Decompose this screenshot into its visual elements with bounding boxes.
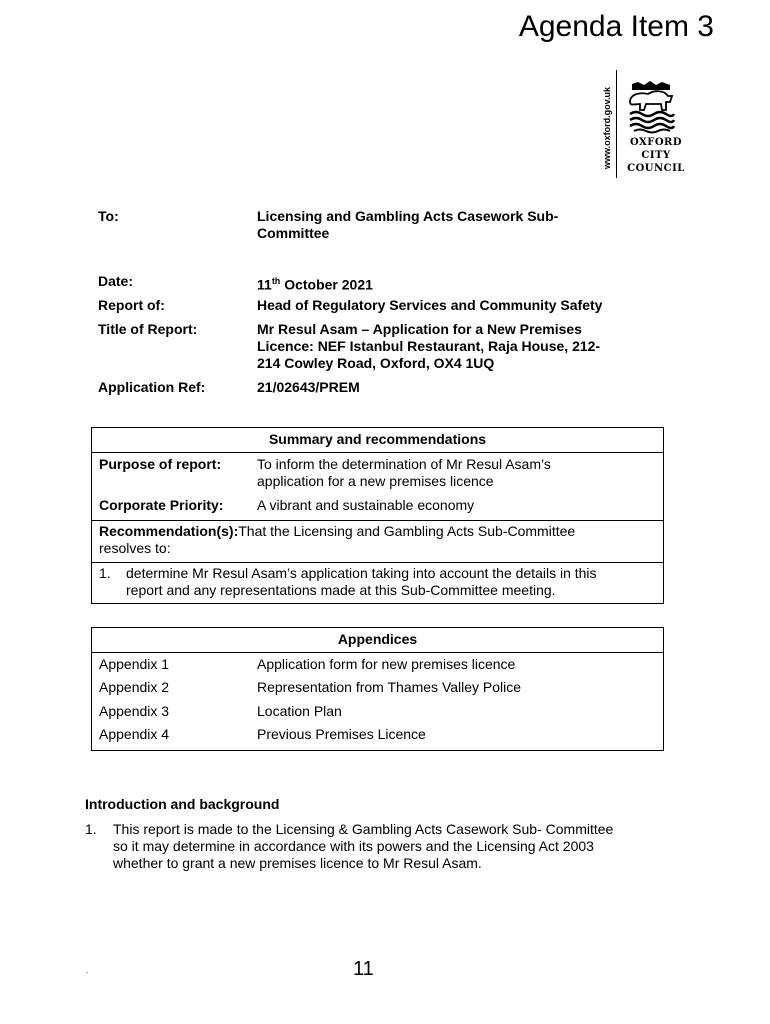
to-value-line2: Committee: [257, 225, 330, 241]
section-heading: Introduction and background: [85, 796, 280, 812]
report-of-value: Head of Regulatory Services and Community Safety: [257, 297, 603, 313]
to-label: To:: [98, 208, 119, 224]
app-ref-label: Application Ref:: [98, 379, 206, 395]
purpose-line2: application for a new premises licence: [257, 473, 494, 489]
to-value: [257, 208, 657, 242]
council-name: [624, 136, 688, 175]
logo-url: www.oxford.gov.uk: [602, 87, 612, 170]
title-line3: 214 Cowley Road, Oxford, OX4 1UQ: [257, 355, 495, 371]
date-value: [257, 273, 657, 294]
appendix-row: [92, 653, 663, 677]
item-line2: report and any representations made at this Sub-Committee meeting.: [126, 582, 556, 598]
report-of-label: Report of:: [98, 297, 165, 313]
recommendation-text-block: [99, 523, 654, 557]
purpose-row: [92, 453, 663, 495]
title-value: [257, 321, 657, 372]
appendix-row: [92, 677, 663, 701]
recommendation-text: That the Licensing and Gambling Acts Sub-Committee: [238, 523, 576, 539]
summary-title: Summary and recommendations: [92, 428, 663, 453]
item-text: [126, 565, 656, 599]
date-label: Date:: [98, 273, 134, 289]
date-suffix: th: [271, 276, 281, 286]
date-day: 11: [257, 276, 272, 293]
appendix-value: Application form for new premises licence: [257, 656, 516, 672]
summary-table: [91, 427, 664, 604]
council-name-line1: OXFORD: [629, 137, 683, 148]
paragraph-text: [113, 821, 673, 872]
purpose-line1: To inform the determination of Mr Resul Asam’s: [257, 456, 551, 472]
footer-dot: .: [86, 966, 89, 975]
appendices-title: Appendices: [92, 628, 663, 653]
date-rest: October 2021: [280, 276, 373, 293]
priority-value: A vibrant and sustainable economy: [257, 497, 475, 513]
recommendation-row: [92, 521, 663, 563]
agenda-item-title: Agenda Item 3: [518, 10, 714, 43]
recommendation-item: [92, 563, 663, 603]
paragraph-line1: This report is made to the Licensing & Gambling Acts Casework Sub- Committee: [113, 821, 614, 837]
paragraph-line2: so it may determine in accordance with its powers and the Licensing Act 2003: [113, 838, 594, 854]
priority-row: [92, 495, 663, 521]
logo-divider: [616, 70, 617, 178]
paragraph-number: 1.: [85, 821, 97, 837]
appendix-label: Appendix 1: [99, 656, 170, 672]
paragraph-line3: whether to grant a new premises licence to Mr Resul Asam.: [113, 855, 482, 871]
oxford-city-council-logo: [598, 70, 698, 180]
recommendation-text2: resolves to:: [99, 540, 171, 556]
council-name-line2: CITY: [641, 150, 671, 161]
item-line1: determine Mr Resul Asam’s application taking into account the details in this: [126, 565, 597, 581]
title-label: Title of Report:: [98, 321, 198, 337]
priority-label: Corporate Priority:: [99, 497, 224, 513]
appendix-label: Appendix 2: [99, 679, 170, 695]
recommendation-label: Recommendation(s):: [99, 523, 239, 539]
appendix-label: Appendix 3: [99, 703, 170, 719]
title-line1: Mr Resul Asam – Application for a New Premises: [257, 321, 582, 337]
appendix-value: Location Plan: [257, 703, 342, 719]
appendix-value: Previous Premises Licence: [257, 726, 426, 742]
appendix-row: [92, 725, 663, 749]
page-number: 11: [353, 958, 374, 980]
appendix-label: Appendix 4: [99, 726, 170, 742]
appendices-table: [91, 627, 664, 751]
to-value-line1: Licensing and Gambling Acts Casework Sub-: [257, 208, 559, 224]
appendix-row: [92, 701, 663, 725]
purpose-label: Purpose of report:: [99, 456, 222, 472]
app-ref-value: 21/02643/PREM: [257, 379, 360, 395]
council-name-line3: COUNCIL: [627, 163, 685, 174]
appendix-value: Representation from Thames Valley Police: [257, 679, 522, 695]
ox-crest-icon: [626, 80, 676, 134]
purpose-value: [257, 456, 657, 490]
item-number: 1.: [99, 565, 111, 581]
title-line2: Licence: NEF Istanbul Restaurant, Raja House, 212-: [257, 338, 601, 354]
